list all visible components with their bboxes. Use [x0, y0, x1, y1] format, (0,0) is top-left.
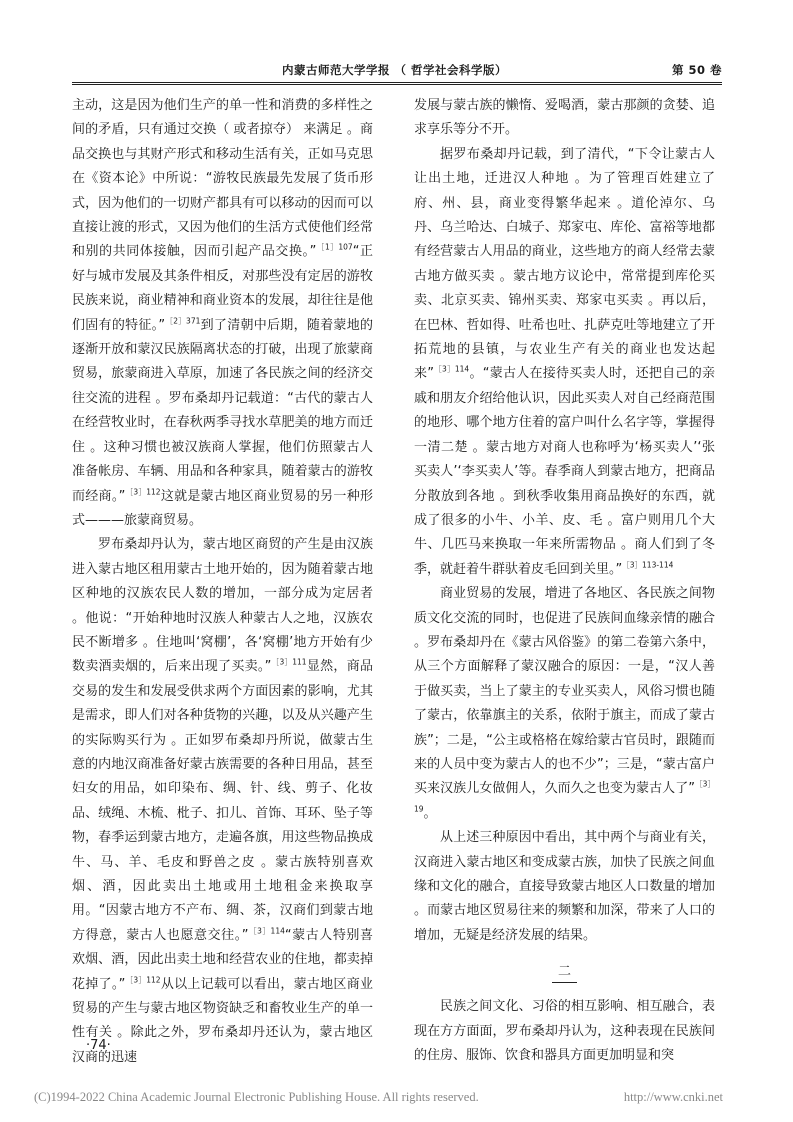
citation-reference: ［3］112 — [125, 487, 161, 497]
paragraph — [414, 826, 715, 948]
text-run: 罗布桑却丹认为，蒙古地区商贸的产生是由汉族进入蒙古地区租用蒙古土地开始的，因为随着蒙古地区种地的汉族农民人数的增加，一部分成为定居者 。他说：“开始种地时汉族人种蒙古人之地，汉族农民不断增多 。住地叫‘窝棚’，各‘窝棚’地方开始有少数卖酒卖烟的，后来出现了买卖。” — [72, 537, 373, 675]
text-run: “正好与城市发展及其条件相反，对那些没有定居的游牧民族来说，商业精神和商业资本的发展，却往往是他们固有的特征。” — [72, 244, 373, 333]
text-run: 从上述三种原因中看出，其中两个与商业有关，汉商进入蒙古地区和变成蒙古族，加快了民族之间血缘和文化的融合，直接导致蒙古地区人口数量的增加 。而蒙古地区贸易往来的频繁和加深，带来了人口的增加，无疑是经济发展的结果。 — [414, 830, 715, 943]
left-column — [72, 94, 373, 1070]
volume-number: 第 50 卷 — [671, 63, 722, 77]
text-run: 据罗布桑却丹记载，到了清代，“下令让蒙古人让出土地，迁进汉人种地 。为了管理百姓建立了府、州、县，商业变得繁华起来 。道伦淖尔、乌丹、乌兰哈达、白城子、郑家屯、库伦、富裕等地都有经营蒙古人用品的商业，这些地方的商人经常去蒙古地方做买卖 。蒙古地方议论中，常常提到库伦买卖、北京买卖、锦州买卖、郑家屯买卖 。再以后，在巴林、哲如得、吐希也吐、扎萨克吐等地建立了开拓荒地的县镇，与农业生产有关的商业也发达起来” — [414, 146, 715, 382]
text-run: 到了清朝中后期，随着蒙地的逐渐开放和蒙汉民族隔离状态的打破，出现了旅蒙商贸易，旅蒙商进入草原，加速了各民族之间的经济交往交流的进程 。罗布桑却丹记载道：“古代的蒙古人在经营牧业时，在春秋两季寻找水草肥美的地方而迁住 。这种习惯也被汉族商人掌握，他们仿照蒙古人准备帐房、车辆、用品和各种家具，随着蒙古的游牧而经商。” — [72, 317, 373, 504]
text-run: 显然，商品交易的发生和发展受供求两个方面因素的影响，尤其是需求，即人们对各种货物的兴趣，以及从兴趣产生的实际购买行为 。正如罗布桑却丹所说，做蒙古生意的内地汉商准备好蒙古族需要的各种日用品，甚至妇女的用品，如印染布、绸、针、线、剪子、化妆品、绒绳、木梳、枇子、扣儿、首饰、耳环、坠子等物，春季运到蒙古地方，走遍各旗，用这些物品换成牛、马、羊、毛皮和野兽之皮 。蒙古族特别喜欢烟、酒，因此卖出土地或用土地租金来换取享用。“因蒙古地方不产布、绸、茶，汉商们到蒙古地方得意，蒙古人也愿意交往。” — [72, 659, 373, 943]
citation-reference: ［3］111 — [271, 658, 307, 668]
text-run: 从以上记载可以看出，蒙古地区商业贸易的产生与蒙古地区物资缺乏和畜牧业生产的单一性有关 。除此之外，罗布桑却丹还认为，蒙古地区汉商的迅速 — [72, 976, 373, 1065]
citation-reference: ［3］113-114 — [622, 560, 674, 570]
paragraph — [414, 582, 715, 826]
citation-reference: ［2］371 — [165, 316, 201, 326]
footer-copyright: (C)1994-2022 China Academic Journal Electronic Publishing House. All rights reserved. — [34, 1090, 479, 1104]
paragraph — [414, 94, 715, 143]
text-run: “蒙古人特别喜欢烟、酒，因此出卖土地和经营农业的住地，都卖掉花掉了。” — [72, 927, 373, 992]
running-header — [72, 62, 722, 80]
paragraph — [414, 995, 715, 1068]
citation-reference: ［3］19 — [414, 780, 715, 814]
header-rule — [72, 82, 722, 85]
paragraph — [72, 533, 373, 1070]
footer — [34, 1090, 759, 1105]
text-run: 商业贸易的发展，增进了各地区、各民族之间物质文化交流的同时，也促进了民族间血缘亲情的融合 。罗布桑却丹在《蒙古风俗鉴》的第二卷第六条中，从三个方面解释了蒙汉融合的原因：一是，“汉人善于做买卖，当上了蒙主的专业买卖人，风俗习惯也随了蒙古，依靠旗主的关系，依附于旗主，而成了蒙古族”；二是，“公主或格格在嫁给蒙古官员时，跟随而来的人员中变为蒙古人的也不少”；三是，“蒙古富户买来汉族儿女做佣人，久而久之也变为蒙古人了” — [414, 586, 715, 797]
citation-reference: ［3］114 — [434, 365, 470, 375]
page-number: ·74· — [86, 1038, 111, 1053]
text-run: 民族之间文化、习俗的相互影响、相互融合，表现在方方面面，罗布桑却丹认为，这种表现在民族间的住房、服饰、饮食和器具方面更加明显和突 — [414, 999, 715, 1064]
journal-title: 内蒙古师范大学学报 （ 哲学社会科学版） — [282, 63, 508, 77]
citation-reference: ［3］112 — [125, 975, 161, 985]
text-run: 这就是蒙古地区商业贸易的另一种形式———旅蒙商贸易。 — [72, 488, 373, 528]
text-run: 。“蒙古人在接待买卖人时，还把自己的亲戚和朋友介绍给他认识，因此买卖人对自己经商范围的地形、哪个地方住着的富户叫什么名字等，掌握得一清二楚 。蒙古地方对商人也称呼为‘杨买卖人’‘张买卖人’‘李买卖人’等。春季商人到蒙古地方，把商品分散放到各地 。到秋季收集用商品换好的东西，就成了很多的小牛、小羊、皮、毛 。富户则用几个大牛、几匹马来换取一年来所需物品 。商人们到了冬季，就赶着牛群驮着皮毛回到关里。” — [414, 366, 715, 577]
section-number: 二 — [552, 962, 577, 983]
citation-reference: ［3］114 — [248, 926, 285, 936]
text-run: 发展与蒙古族的懒惰、爱喝酒，蒙古那颜的贪婪、追求享乐等分不开。 — [414, 98, 715, 138]
text-run: 主动，这是因为他们生产的单一性和消费的多样性之间的矛盾，只有通过交换（ 或者掠夺） 来满足 。商品交换也与其财产形式和移动生活有关，正如马克思在《资本论》中所说：“游牧民族最先发展了货币形式，因为他们的一切财产都具有可以移动的因而可以直接让渡的形式，又因为他们的生活方式使他们经常和别的共同体接触，因而引起产品交换。” — [72, 98, 373, 260]
paragraph — [414, 143, 715, 582]
section-heading — [414, 962, 715, 983]
text-run: 。 — [423, 805, 437, 821]
paragraph — [72, 94, 373, 533]
footer-url[interactable]: http://www.cnki.net — [623, 1090, 723, 1104]
right-column — [414, 94, 715, 1068]
citation-reference: ［1］107 — [316, 243, 353, 253]
